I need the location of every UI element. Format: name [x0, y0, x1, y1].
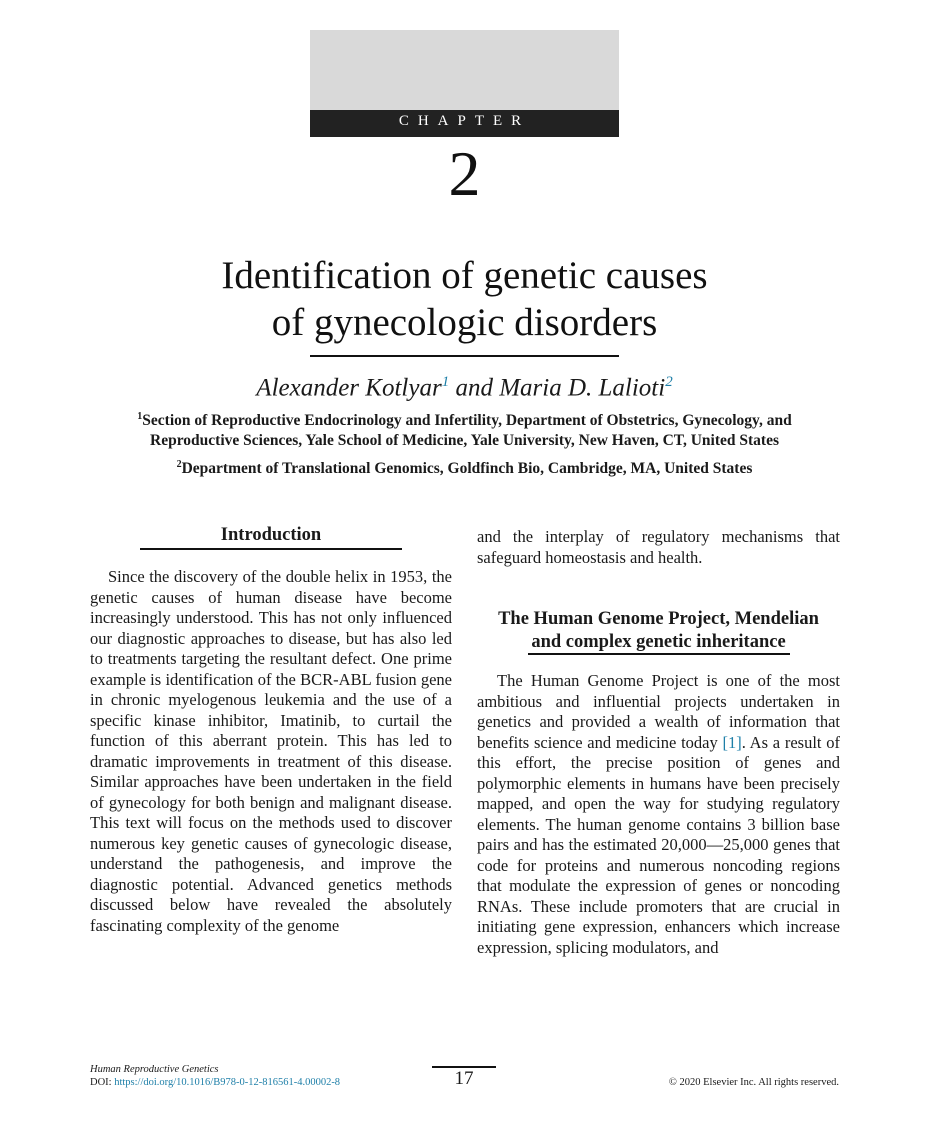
- introduction-heading-rule: [140, 548, 402, 550]
- hgp-heading: [477, 608, 840, 654]
- footer-doi: [90, 1076, 340, 1089]
- introduction-heading: Introduction: [220, 525, 322, 545]
- affiliation-2-text: Department of Translational Genomics, Goldfinch Bio, Cambridge, MA, United States: [181, 460, 753, 478]
- author-2-name: Maria D. Lalioti: [499, 374, 666, 402]
- affiliation-1-line-2: Reproductive Sciences, Yale School of Medicine, Yale University, New Haven, CT, United States: [150, 432, 779, 449]
- author-2-affiliation-link[interactable]: 2: [665, 374, 673, 390]
- title-underline: [310, 355, 619, 357]
- hgp-paragraph: [477, 671, 840, 958]
- hgp-heading-line-1: The Human Genome Project, Mendelian: [498, 609, 819, 629]
- author-line: [80, 366, 849, 404]
- chapter-label: CHAPTER: [398, 113, 531, 129]
- hgp-heading-rule: [528, 653, 790, 655]
- author-1-affiliation-link[interactable]: 1: [441, 374, 450, 390]
- footer-book-title: Human Reproductive Genetics: [90, 1064, 219, 1075]
- footer-doi-label: DOI:: [90, 1077, 115, 1088]
- footer-copyright: © 2020 Elsevier Inc. All rights reserved.: [668, 1077, 839, 1088]
- affiliation-2-line: [80, 453, 849, 481]
- introduction-paragraph: Since the discovery of the double helix in 1953, the genetic causes of human disease have become increasingly understood. This has not only influenced our diagnostic approaches to disease, but has also led to treatments targeting the resultant defect. One prime example is identification of the BCR-ABL fusion gene in chronic myelogenous leukemia and the use of a specific kinase inhibitor, Imatinib, to curtail the function of this aberrant protein. This has led to dramatic improvements in treatment of this disease. Similar approaches have been undertaken in the field of gynecology for both benign and malignant disease. This text will focus on the methods used to discover numerous key genetic causes of gynecologic disease, understand the pathogenesis, and improve the diagnostic potential. Advanced genetics methods discussed below have revealed the absolutely fascinating complexity of the genome: [90, 567, 452, 935]
- reference-link-1[interactable]: [1]: [722, 732, 742, 752]
- affiliation-1-text-1: Section of Reproductive Endocrinology and Infertility, Department of Obstetrics, Gynecology, and: [142, 412, 792, 430]
- affiliation-2-marker: 2: [176, 459, 182, 470]
- introduction-continuation-paragraph: and the interplay of regulatory mechanisms that safeguard homeostasis and health.: [477, 527, 840, 567]
- chapter-title-line-1: Identification of genetic causes: [221, 254, 708, 297]
- chapter-title-line-2: of gynecologic disorders: [271, 301, 658, 344]
- page-number: 17: [454, 1068, 474, 1089]
- hgp-heading-line-2: and complex genetic inheritance: [531, 632, 786, 652]
- chapter-title: [80, 252, 849, 346]
- affiliation-1-marker: 1: [137, 411, 143, 422]
- hgp-text-part-2: . As a result of this effort, the precise position of genes and polymorphic elements in humans have been precisely mapped, and open the way for studying regulatory elements. The human genome contains 3 billion base pairs and has the estimated 20,000—25,000 genes that code for proteins and numerous noncoding regions that modulate the expression of genes or noncoding RNAs. These include promoters that are crucial in initiating gene expression, enhancers which increase expression, splicing modulators, and: [477, 732, 840, 957]
- author-conjunction: and: [449, 374, 500, 402]
- chapter-number: 2: [448, 138, 481, 209]
- chapter-header-box: [310, 30, 619, 110]
- author-1-name: Alexander Kotlyar: [256, 374, 442, 402]
- hgp-text-part-1: The Human Genome Project is one of the most ambitious and influential projects undertaken in genetics and provided a wealth of information that benefits science and medicine today: [477, 671, 840, 752]
- footer-doi-link[interactable]: https://doi.org/10.1016/B978-0-12-816561-4.00002-8: [114, 1077, 341, 1088]
